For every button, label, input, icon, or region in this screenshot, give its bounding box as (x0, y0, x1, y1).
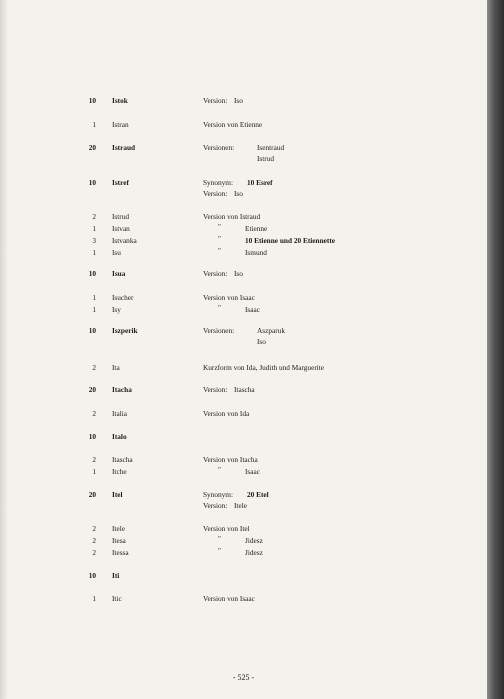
entry-value: Itele (234, 501, 247, 510)
entry-value: Ismund (245, 248, 267, 257)
entry-count: 2 (92, 524, 96, 533)
entry-count: 2 (92, 455, 96, 464)
entry-count: 2 (92, 548, 96, 557)
entry-name: Isua (112, 269, 126, 278)
entry-name: Itic (112, 594, 122, 603)
entry-count: 2 (92, 409, 96, 418)
entry-value: Istrud (257, 154, 275, 163)
entry-value: Iso (234, 96, 243, 105)
entry-count: 10 (88, 269, 96, 278)
entry-name: Itesa (112, 536, 126, 545)
entry-label: Synonym: (203, 178, 234, 187)
entry-name: Istok (112, 96, 128, 105)
entry-value: Iso (234, 189, 243, 198)
entry-name: Istref (112, 178, 129, 187)
entry-value: Jidesz (245, 548, 263, 557)
ditto-mark: " (218, 222, 221, 231)
entry-count: 1 (92, 594, 96, 603)
ditto-mark: " (218, 303, 221, 312)
entry-label: Versionen: (203, 326, 235, 335)
entry-label: Version von Istraud (203, 212, 261, 221)
entry-count: 20 (88, 143, 96, 152)
entry-name: Itche (112, 467, 127, 476)
ditto-mark: " (218, 534, 221, 543)
entry-label: Version von Etienne (203, 120, 263, 129)
entry-count: 1 (92, 293, 96, 302)
entry-value: 20 Etel (247, 490, 269, 499)
entry-count: 2 (92, 212, 96, 221)
ditto-mark: " (218, 234, 221, 243)
entry-count: 1 (92, 120, 96, 129)
entry-name: Italia (112, 409, 127, 418)
entry-count: 10 (88, 326, 96, 335)
entry-name: Isucher (112, 293, 134, 302)
entry-count: 10 (88, 178, 96, 187)
entry-name: Istvanka (112, 236, 137, 245)
entry-value: Isaac (245, 305, 260, 314)
entry-label: Versionen: (203, 143, 235, 152)
entry-name: Itacha (112, 385, 132, 394)
book-edge (487, 0, 504, 699)
ditto-mark: " (218, 546, 221, 555)
entry-value: Iso (257, 337, 266, 346)
entry-value: Etienne (245, 224, 268, 233)
entry-label: Version: (203, 269, 228, 278)
entry-value: Itascha (234, 385, 255, 394)
entry-label: Version: (203, 189, 228, 198)
entry-label: Version von Isaac (203, 594, 255, 603)
entry-name: Iszperik (112, 326, 138, 335)
entry-count: 2 (92, 363, 96, 372)
entry-label: Version: (203, 501, 228, 510)
entry-count: 1 (92, 248, 96, 257)
entry-count: 3 (92, 236, 96, 245)
entry-label: Kurzform von Ida, Judith und Marguerite (203, 363, 325, 372)
entry-value: Iso (234, 269, 243, 278)
ditto-mark: " (218, 465, 221, 474)
entry-count: 10 (88, 432, 96, 441)
entry-name: Istvan (112, 224, 130, 233)
entry-name: Itel (112, 490, 123, 499)
entry-value: Isentraud (257, 143, 285, 152)
entry-label: Synonym: (203, 490, 234, 499)
entry-name: Itessa (112, 548, 129, 557)
entry-count: 1 (92, 224, 96, 233)
entry-label: Version von Ida (203, 409, 250, 418)
entry-name: Iti (112, 571, 120, 580)
entry-value: 10 Esref (247, 178, 273, 187)
entry-count: 1 (92, 305, 96, 314)
entry-name: Itascha (112, 455, 133, 464)
entry-name: Istraud (112, 143, 136, 152)
entry-name: Itele (112, 524, 125, 533)
entry-value: 10 Etienne und 20 Etiennette (245, 236, 335, 245)
entry-label: Version: (203, 385, 228, 394)
entry-count: 1 (92, 467, 96, 476)
entry-name: Ita (112, 363, 120, 372)
entry-count: 10 (88, 96, 96, 105)
entry-value: Isaac (245, 467, 260, 476)
entry-count: 2 (92, 536, 96, 545)
entry-name: Italo (112, 432, 127, 441)
entry-count: 20 (88, 490, 96, 499)
entry-label: Version von Isaac (203, 293, 255, 302)
entry-count: 10 (88, 571, 96, 580)
page-binding-shadow (0, 0, 8, 699)
entry-name: Istran (112, 120, 129, 129)
entry-name: Isy (112, 305, 121, 314)
entry-name: Istrud (112, 212, 130, 221)
entry-value: Jidesz (245, 536, 263, 545)
entry-value: Aszparuk (257, 326, 285, 335)
entry-count: 20 (88, 385, 96, 394)
page-number: - 525 - (232, 673, 255, 682)
entry-label: Version von Itel (203, 524, 250, 533)
entry-label: Version: (203, 96, 228, 105)
entry-name: Isu (112, 248, 121, 257)
ditto-mark: " (218, 246, 221, 255)
entry-label: Version von Itacha (203, 455, 258, 464)
